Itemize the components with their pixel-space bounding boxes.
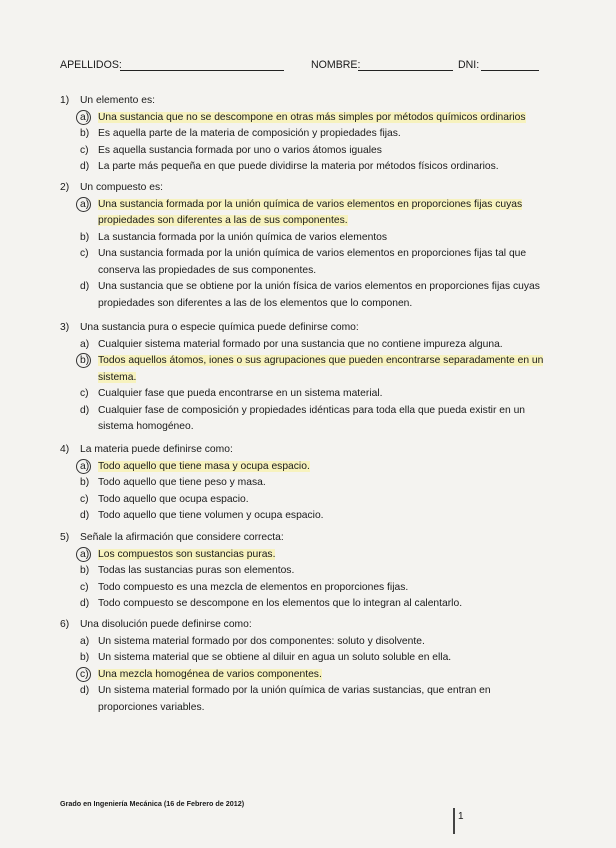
question-2 <box>60 180 552 312</box>
question-title: 3) Una sustancia pura o especie química puede definirse como: <box>60 322 359 333</box>
footer-text: Grado en Ingeniería Mecánica (16 de Febrero de 2012) <box>60 799 245 808</box>
question-6 <box>60 617 552 716</box>
question-title: 5) Señale la afirmación que considere correcta: <box>60 532 284 543</box>
option-c[interactable]: c) Una mezcla homogénea de varios componentes. <box>60 667 552 684</box>
dni-label: DNI: <box>458 59 480 71</box>
option-a[interactable]: a) Todo aquello que tiene masa y ocupa espacio. <box>60 459 552 476</box>
option-d[interactable]: d) La parte más pequeña en que puede dividirse la materia por métodos físicos ordinarios. <box>80 161 499 172</box>
nombre-label: NOMBRE: <box>311 59 361 71</box>
nombre-field[interactable] <box>358 70 453 71</box>
question-title: 4) La materia puede definirse como: <box>60 444 233 455</box>
option-d[interactable]: d) Una sustancia que se obtiene por la unión física de varios elementos en proporciones fijas cuyas propiedades son diferentes a las de los elementos que lo componen. <box>80 281 540 309</box>
option-a[interactable]: a) Cualquier sistema material formado por una sustancia que no contiene impureza alguna. <box>80 338 503 350</box>
option-b[interactable]: b) Todo aquello que tiene peso y masa. <box>80 477 266 488</box>
option-c[interactable]: c) Una sustancia formada por la unión química de varios elementos en proporciones fijas tal que conserva las propiedades de sus componentes. <box>80 248 527 276</box>
option-b[interactable]: b) Todas las sustancias puras son elementos. <box>80 565 295 576</box>
question-title: 6) Una disolución puede definirse como: <box>60 619 252 630</box>
student-header <box>60 59 560 75</box>
option-d[interactable]: d) Un sistema material formado por la unión química de varias sustancias, que entran en proporciones variables. <box>80 685 491 713</box>
option-c[interactable]: c) Cualquier fase que pueda encontrarse en un sistema material. <box>80 388 383 399</box>
question-title: 1) Un elemento es: <box>60 95 155 106</box>
option-a[interactable]: a) Los compuestos son sustancias puras. <box>60 547 552 564</box>
page-number-bar <box>453 808 455 834</box>
option-b[interactable]: b) Es aquella parte de la materia de composición y propiedades fijas. <box>80 128 401 139</box>
option-a[interactable]: a) Una sustancia formada por la unión química de varios elementos en proporciones fijas cuyas propiedades son diferentes a las de sus componentes. <box>60 197 552 230</box>
option-b[interactable]: b) La sustancia formada por la unión química de varios elementos <box>80 231 388 243</box>
option-c[interactable]: c) Todo aquello que ocupa espacio. <box>80 493 249 505</box>
option-d[interactable]: d) Cualquier fase de composición y propiedades idénticas para toda ella que pueda existir en un sistema homogéneo. <box>80 404 526 432</box>
page-number: 1 <box>458 811 464 822</box>
option-c[interactable]: c) Es aquella sustancia formada por uno o varios átomos iguales <box>80 144 382 156</box>
option-c[interactable]: c) Todo compuesto es una mezcla de elementos en proporciones fijas. <box>80 581 409 593</box>
dni-field[interactable] <box>481 70 539 71</box>
question-5 <box>60 530 552 613</box>
option-b[interactable]: b) Un sistema material que se obtiene al diluir en agua un soluto soluble en ella. <box>80 652 452 663</box>
question-4 <box>60 442 552 525</box>
option-d[interactable]: d) Todo compuesto se descompone en los elementos que lo integran al calentarlo. <box>80 598 463 609</box>
option-b[interactable]: b) Todos aquellos átomos, iones o sus agrupaciones que pueden encontrarse separadamente en un sistema. <box>60 353 552 386</box>
option-d[interactable]: d) Todo aquello que tiene volumen y ocupa espacio. <box>80 510 324 521</box>
option-a[interactable]: a) Una sustancia que no se descompone en otras más simples por métodos químicos ordinarios <box>60 110 552 127</box>
question-1 <box>60 93 552 176</box>
option-a[interactable]: a) Un sistema material formado por dos componentes: soluto y disolvente. <box>80 635 425 647</box>
apellidos-label: APELLIDOS: <box>60 59 122 71</box>
question-title: 2) Un compuesto es: <box>60 182 163 193</box>
apellidos-field[interactable] <box>120 70 284 71</box>
question-3 <box>60 320 552 436</box>
